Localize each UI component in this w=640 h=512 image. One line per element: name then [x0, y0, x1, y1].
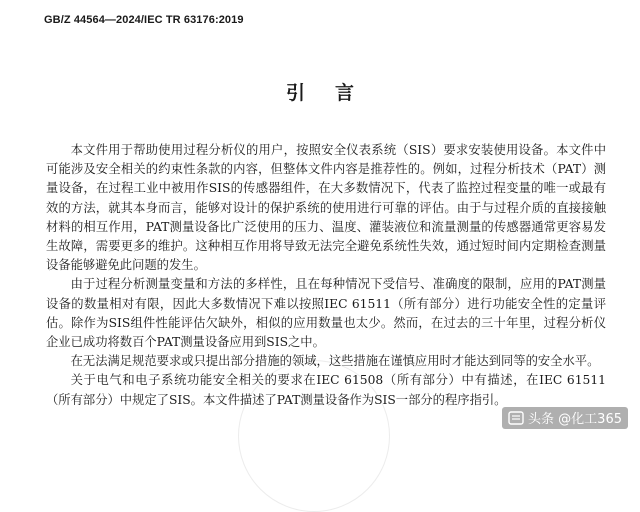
toutiao-logo-icon [508, 411, 524, 425]
document-body [46, 141, 606, 410]
standard-code-header: GB/Z 44564—2024/IEC TR 63176:2019 [44, 14, 244, 26]
paragraph-4: 关于电气和电子系统功能安全相关的要求在IEC 61508（所有部分）中有描述，在IEC 61511（所有部分）中规定了SIS。本文件描述了PAT测量设备作为SIS一部分的程序指引。 [46, 373, 606, 407]
paragraph-2: 由于过程分析测量变量和方法的多样性，且在每种情况下受信号、准确度的限制，应用的PAT测量设备的数量相对有限，因此大多数情况下难以按照IEC 61511（所有部分）进行功能安全性的定量评估。除作为SIS组件性能评估欠缺外，相似的应用数量也太少。然而，在过去的三十年里，过程分析仪企业已成功将数百个PAT测量设备应用到SIS之中。 [46, 277, 606, 350]
page-title: 引言 [285, 82, 384, 104]
paragraph-1: 本文件用于帮助使用过程分析仪的用户，按照安全仪表系统（SIS）要求安装使用设备。本文件中可能涉及安全相关的约束性条款的内容，但整体文件内容是推荐性的。例如，过程分析技术（PAT）测量设备，在过程工业中被用作SIS的传感器组件，在大多数情况下，代表了监控过程变量的唯一或最有效的方法，就其本身而言，能够对设计的保护系统的使用进行可靠的评估。由于与过程介质的直接接触材料的相互作用，PAT测量设备比广泛使用的压力、温度、灌装液位和流量测量的传感器通常更容易发生故障，需要更多的维护。这种相互作用将导致无法完全避免系统性失效，通过短时间内定期检查测量设备能够避免此问题的发生。 [46, 143, 606, 273]
watermark-text: 头条 @化工365 [528, 412, 622, 427]
watermark-badge [502, 407, 628, 429]
paragraph-3: 在无法满足规范要求或只提出部分措施的领域，这些措施在谨慎应用时才能达到同等的安全水平。 [70, 354, 600, 369]
